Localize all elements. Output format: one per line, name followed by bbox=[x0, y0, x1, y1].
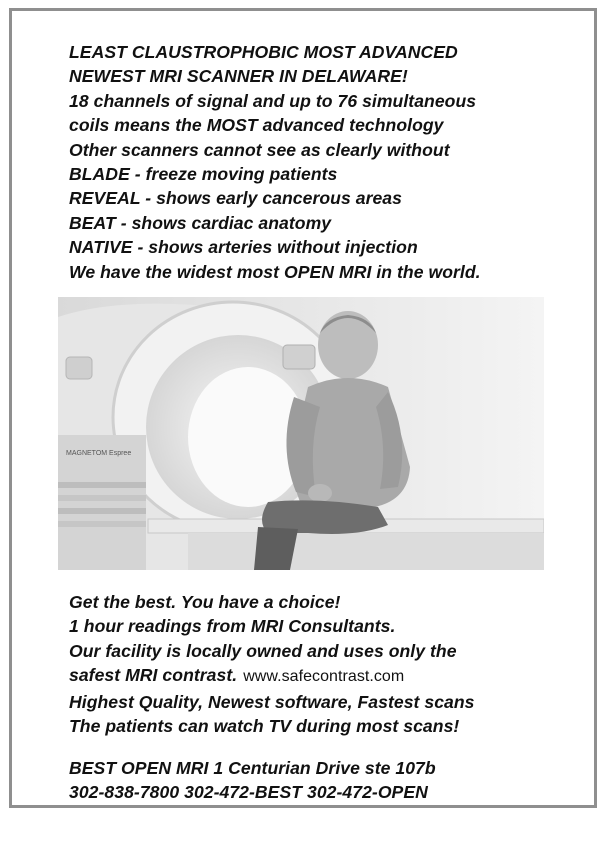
headline-line: LEAST CLAUSTROPHOBIC MOST ADVANCED bbox=[69, 42, 458, 62]
feature-line: NATIVE - shows arteries without injection bbox=[69, 237, 418, 258]
headline-list bbox=[69, 40, 481, 284]
mri-patient-photo bbox=[58, 297, 544, 570]
scanner-brand-label: MAGNETOM Espree bbox=[66, 450, 132, 457]
feature-line: REVEAL - shows early cancerous areas bbox=[69, 188, 402, 209]
body-line: 1 hour readings from MRI Consultants. bbox=[69, 616, 396, 637]
feature-line: coils means the MOST advanced technology bbox=[69, 115, 444, 136]
body-line bbox=[69, 663, 475, 689]
website-url[interactable]: www.safecontrast.com bbox=[243, 668, 405, 686]
address-line: BEST OPEN MRI 1 Centurian Drive ste 107b bbox=[69, 758, 436, 778]
feature-line: BEAT - shows cardiac anatomy bbox=[69, 212, 332, 233]
contrast-text: safest MRI contrast. bbox=[69, 665, 238, 686]
mri-photo-illustration bbox=[58, 297, 544, 570]
body-line: Get the best. You have a choice! bbox=[69, 592, 341, 612]
body-list bbox=[69, 590, 475, 738]
feature-line: We have the widest most OPEN MRI in the world. bbox=[69, 261, 481, 282]
feature-line: 18 channels of signal and up to 76 simultaneous bbox=[69, 90, 477, 111]
feature-line: Other scanners cannot see as clearly without bbox=[69, 139, 450, 160]
phone-line: 302-838-7800 302-472-BEST 302-472-OPEN bbox=[69, 782, 428, 803]
contact-block bbox=[69, 756, 436, 805]
body-line: Our facility is locally owned and uses only the bbox=[69, 640, 457, 661]
body-line: Highest Quality, Newest software, Fastest scans bbox=[69, 691, 475, 712]
feature-line: BLADE - freeze moving patients bbox=[69, 164, 338, 185]
headline-line: NEWEST MRI SCANNER IN DELAWARE! bbox=[69, 66, 408, 87]
body-line: The patients can watch TV during most scans! bbox=[69, 716, 460, 737]
